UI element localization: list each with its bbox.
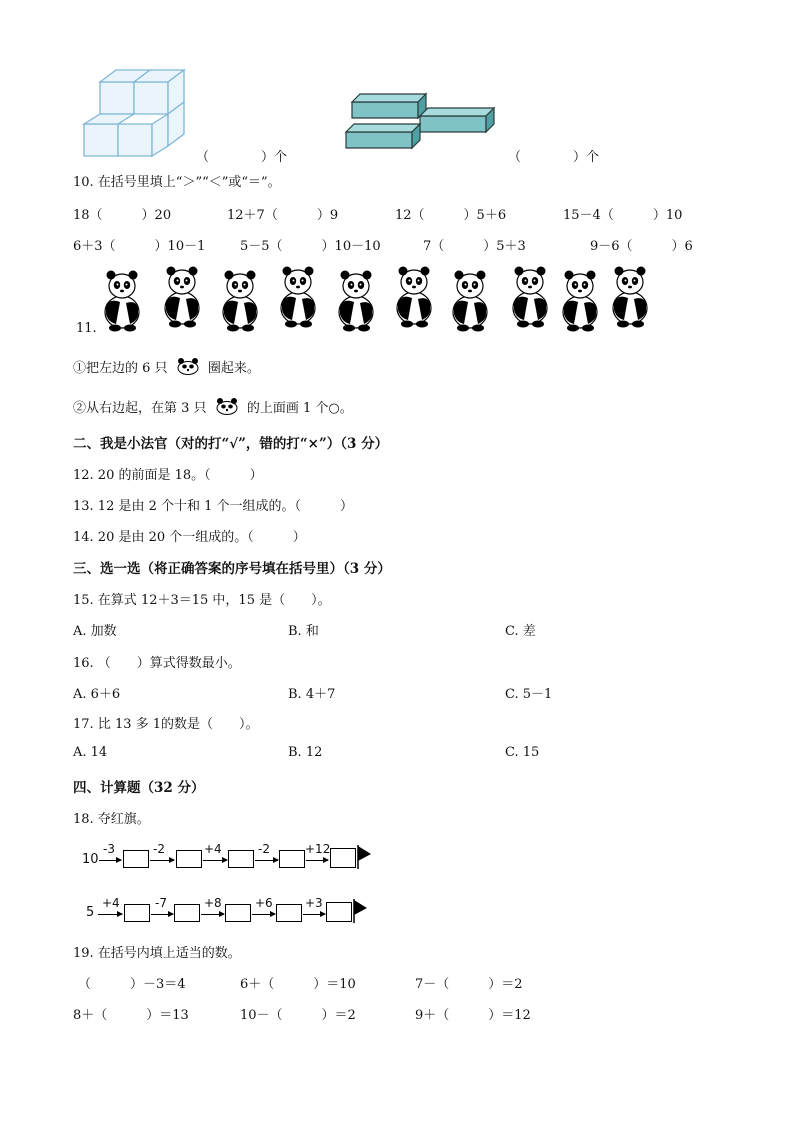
flag-icon: [356, 844, 372, 870]
q10-item: 18（ ）20: [73, 208, 172, 223]
chain-op: -7: [155, 896, 167, 910]
chain-op: +4: [102, 896, 120, 910]
answer-box[interactable]: [225, 904, 251, 922]
chain-op: +3: [305, 896, 323, 910]
chain-arrow: [99, 860, 121, 861]
flag-chain-2: [86, 894, 386, 930]
q11-item2: [73, 397, 353, 416]
chain-op: -2: [153, 842, 165, 856]
panda-icon: [162, 264, 202, 328]
option-a: A. 14: [73, 745, 108, 760]
q11-item1: [73, 357, 260, 376]
q10-prompt: 10. 在括号里填上“＞”“＜”或“＝”。: [73, 175, 281, 190]
q19-item: 6＋（ ）＝10: [240, 977, 356, 992]
answer-box[interactable]: [228, 850, 254, 868]
question-18: 18. 夺红旗。: [73, 812, 150, 827]
q10-row2: [0, 235, 794, 255]
chain-arrow: [150, 860, 174, 861]
q10-item: 6＋3（ ）10－1: [73, 239, 206, 254]
chain-arrow: [151, 914, 173, 915]
flag-chain-1: [82, 840, 382, 876]
option-c: C. 差: [505, 624, 536, 639]
q10-item: 12＋7（ ）9: [227, 208, 339, 223]
question-15: 15. 在算式 12＋3＝15 中，15 是（ ）。: [73, 593, 331, 608]
panda-icon: [278, 264, 318, 328]
option-c: C. 15: [505, 745, 540, 760]
brick-stack-figure: [344, 90, 496, 152]
panda-icon: [394, 264, 434, 328]
question-12: 12. 20 的前面是 18。（ ）: [73, 468, 263, 483]
cube-stack-figure: [82, 68, 188, 160]
q10-item: 9－6（ ）6: [590, 239, 693, 254]
q11-number: 11.: [76, 321, 97, 336]
chain-op: +12: [305, 842, 331, 856]
q11-item1-text: ①把左边的 6 只: [73, 361, 168, 376]
chain-arrow: [255, 860, 278, 861]
section2-title: 二、我是小法官（对的打“√”，错的打“×”）（3 分）: [73, 436, 389, 452]
option-a: A. 6＋6: [73, 687, 121, 702]
option-a: A. 加数: [73, 624, 117, 639]
q19-row2: [0, 1004, 794, 1024]
answer-box[interactable]: [123, 850, 149, 868]
panda-icon: [336, 268, 376, 332]
answer-box[interactable]: [330, 848, 356, 868]
panda-row: [100, 262, 650, 332]
answer-box[interactable]: [326, 902, 352, 922]
q19-item: 8＋（ ）＝13: [73, 1008, 189, 1023]
q19-item: 10－（ ）＝2: [240, 1008, 356, 1023]
answer-box[interactable]: [174, 904, 200, 922]
chain-arrow: [201, 914, 224, 915]
q19-item: 9＋（ ）＝12: [415, 1008, 531, 1023]
option-b: B. 12: [288, 745, 323, 760]
q10-item: 15－4（ ）10: [563, 208, 683, 223]
panda-icon: [450, 268, 490, 332]
chain-op: -3: [103, 842, 115, 856]
answer-box[interactable]: [276, 904, 302, 922]
chain-arrow: [98, 914, 122, 915]
panda-icon: [102, 268, 142, 332]
question-16: 16. （ ）算式得数最小。: [73, 656, 241, 671]
chain-arrow: [203, 860, 227, 861]
q19-row1: [0, 973, 794, 993]
q19-item: 7－（ ）＝2: [415, 977, 523, 992]
answer-box[interactable]: [279, 850, 305, 868]
q11-item2-text: ②从右边起，在第 3 只: [73, 401, 207, 416]
q10-item: 5－5（ ）10－10: [240, 239, 381, 254]
panda-icon: [510, 264, 550, 328]
question-14: 14. 20 是由 20 个一组成的。（ ）: [73, 530, 306, 545]
q10-item: 12（ ）5＋6: [395, 208, 507, 223]
chain-start: 5: [86, 905, 95, 920]
chain-op: +8: [204, 896, 222, 910]
chain-arrow: [306, 860, 328, 861]
option-b: B. 4＋7: [288, 687, 336, 702]
chain-arrow: [252, 914, 275, 915]
question-19: 19. 在括号内填上适当的数。: [73, 946, 241, 961]
answer-box[interactable]: [176, 850, 202, 868]
q11-item1-text-end: 圈起来。: [207, 361, 260, 376]
panda-icon: [220, 268, 260, 332]
chain-start: 10: [82, 852, 99, 867]
q19-item: （ ）－3＝4: [78, 977, 186, 992]
panda-icon: [214, 397, 240, 415]
chain-op: +4: [204, 842, 222, 856]
q10-row1: [0, 204, 794, 224]
panda-icon: [175, 357, 201, 375]
panda-icon: [560, 268, 600, 332]
section4-title: 四、计算题（32 分）: [73, 780, 205, 796]
chain-op: +6: [255, 896, 273, 910]
q9-left-blank: （ ）个: [196, 150, 288, 165]
option-c: C. 5－1: [505, 687, 553, 702]
panda-icon: [610, 264, 650, 328]
q9-right-blank: （ ）个: [508, 150, 600, 165]
flag-icon: [352, 898, 368, 924]
answer-box[interactable]: [124, 904, 150, 922]
q11-item2-text-end: 的上面画 1 个○。: [246, 401, 353, 416]
chain-arrow: [303, 914, 325, 915]
option-b: B. 和: [288, 624, 319, 639]
section3-title: 三、选一选（将正确答案的序号填在括号里）（3 分）: [73, 561, 391, 577]
question-17: 17. 比 13 多 1的数是（ ）。: [73, 717, 259, 732]
q10-item: 7（ ）5＋3: [423, 239, 526, 254]
question-13: 13. 12 是由 2 个十和 1 个一组成的。（ ）: [73, 499, 354, 514]
chain-op: -2: [258, 842, 270, 856]
